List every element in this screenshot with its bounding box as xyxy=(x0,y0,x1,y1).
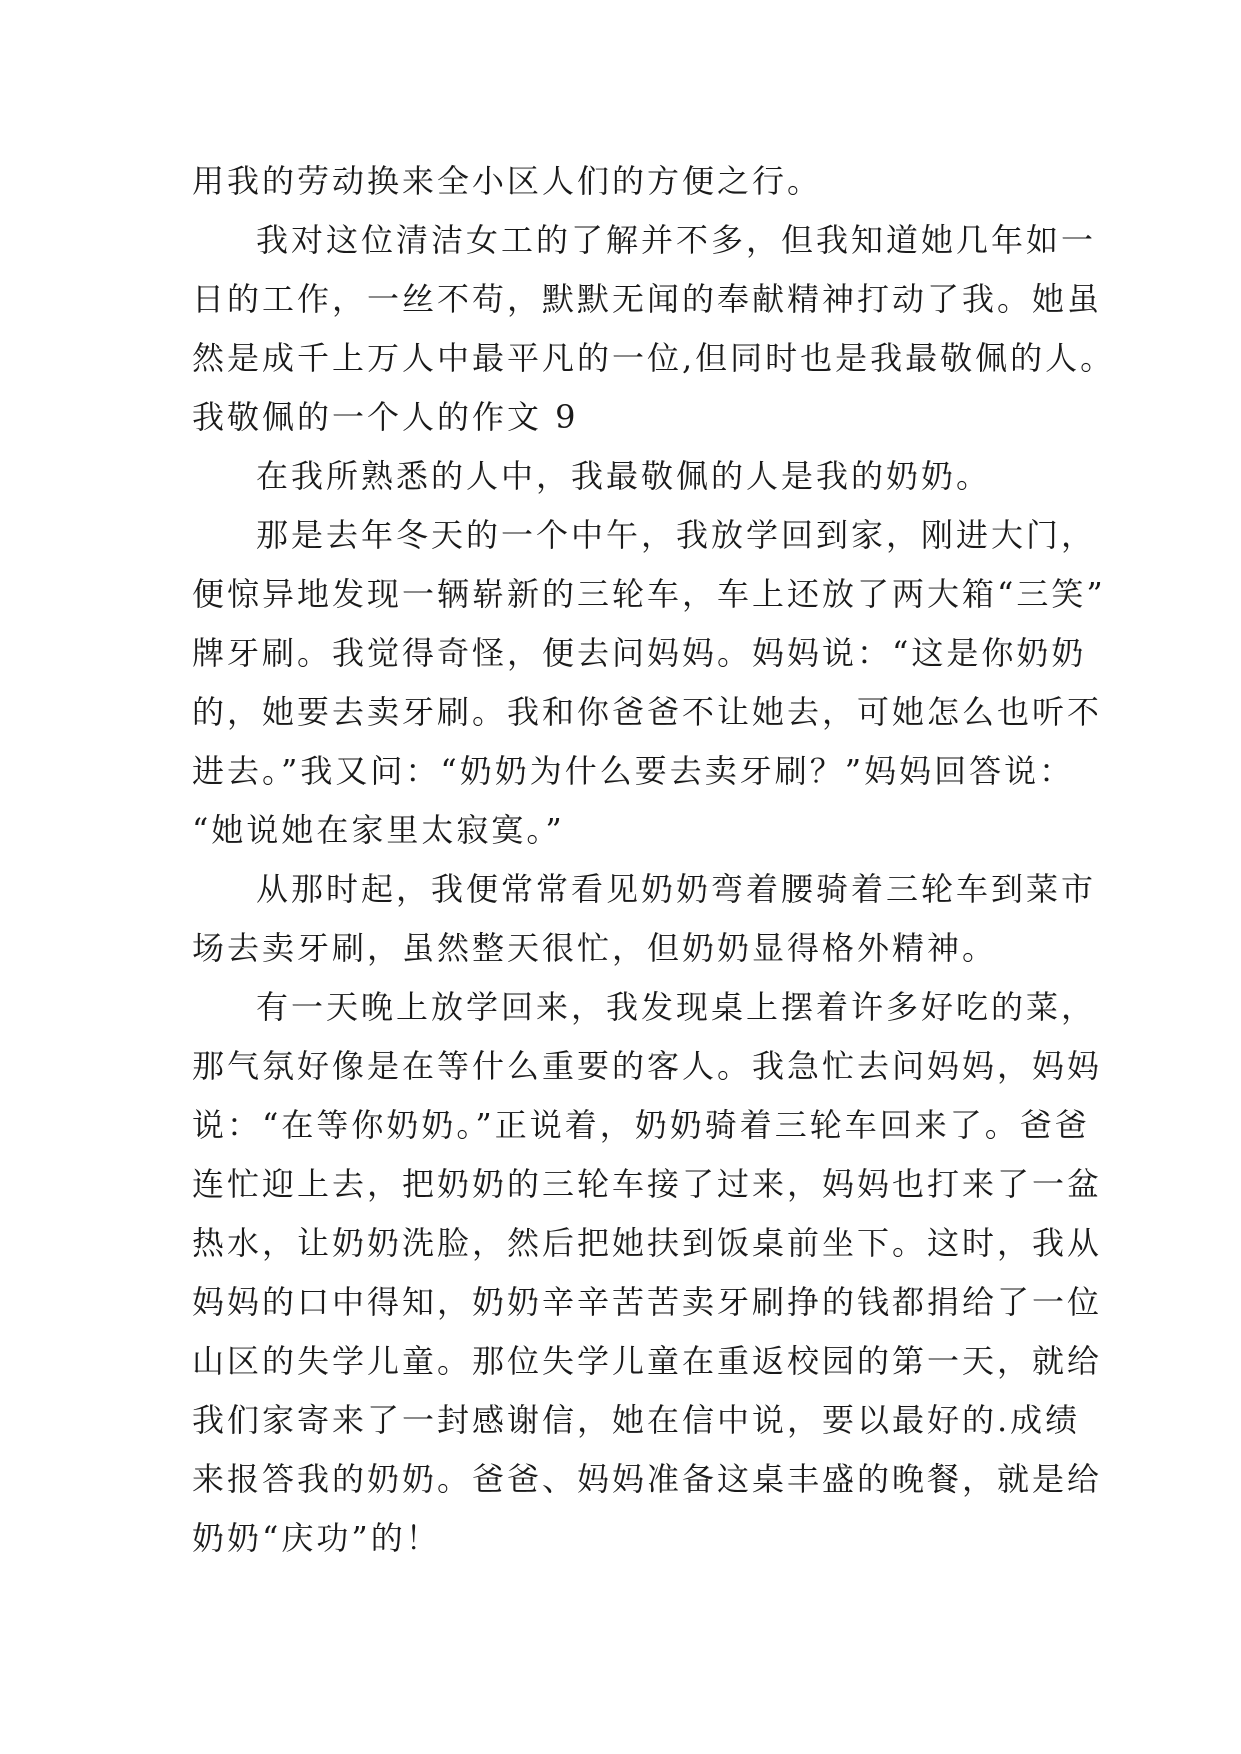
text-line: 连忙迎上去，把奶奶的三轮车接了过来，妈妈也打来了一盆 xyxy=(192,1165,1103,1203)
text-line: 说：“在等你奶奶。”正说着，奶奶骑着三轮车回来了。爸爸 xyxy=(192,1106,1090,1144)
text-line: 来报答我的奶奶。爸爸、妈妈准备这桌丰盛的晚餐，就是给 xyxy=(192,1460,1103,1498)
text-line: 我对这位清洁女工的了解并不多，但我知道她几年如一 xyxy=(256,221,1097,259)
text-line: 便惊异地发现一辆崭新的三轮车，车上还放了两大箱“三笑” xyxy=(192,575,1106,613)
text-line: 日的工作，一丝不苟，默默无闻的奉献精神打动了我。她虽 xyxy=(192,280,1103,318)
text-line: 山区的失学儿童。那位失学儿童在重返校园的第一天，就给 xyxy=(192,1342,1103,1380)
text-line: 那是去年冬天的一个中午，我放学回到家，刚进大门， xyxy=(256,516,1097,554)
text-line: 的，她要去卖牙刷。我和你爸爸不让她去，可她怎么也听不 xyxy=(192,693,1103,731)
text-line: 有一天晚上放学回来，我发现桌上摆着许多好吃的菜， xyxy=(256,988,1097,1026)
text-line: 用我的劳动换来全小区人们的方便之行。 xyxy=(192,162,823,200)
text-line: 然是成千上万人中最平凡的一位,但同时也是我最敬佩的人。 xyxy=(192,339,1116,377)
essay-heading: 我敬佩的一个人的作文 9 xyxy=(192,398,579,436)
text-line: 场去卖牙刷，虽然整天很忙，但奶奶显得格外精神。 xyxy=(192,929,998,967)
text-line: 奶奶“庆功”的！ xyxy=(192,1519,441,1557)
text-line: 从那时起，我便常常看见奶奶弯着腰骑着三轮车到菜市 xyxy=(256,870,1097,908)
text-line: 那气氛好像是在等什么重要的客人。我急忙去问妈妈，妈妈 xyxy=(192,1047,1103,1085)
text-line: “她说她在家里太寂寞。” xyxy=(192,811,565,849)
text-line: 牌牙刷。我觉得奇怪，便去问妈妈。妈妈说：“这是你奶奶 xyxy=(192,634,1087,672)
text-line: 热水，让奶奶洗脸，然后把她扶到饭桌前坐下。这时，我从 xyxy=(192,1224,1103,1262)
text-line: 我们家寄来了一封感谢信，她在信中说，要以最好的.成绩 xyxy=(192,1401,1081,1439)
document-body xyxy=(192,152,1116,1568)
text-line: 在我所熟悉的人中，我最敬佩的人是我的奶奶。 xyxy=(256,457,992,495)
text-line: 进去。”我又问：“奶奶为什么要去卖牙刷？”妈妈回答说： xyxy=(192,752,1075,790)
text-line: 妈妈的口中得知，奶奶辛辛苦苦卖牙刷挣的钱都捐给了一位 xyxy=(192,1283,1103,1321)
